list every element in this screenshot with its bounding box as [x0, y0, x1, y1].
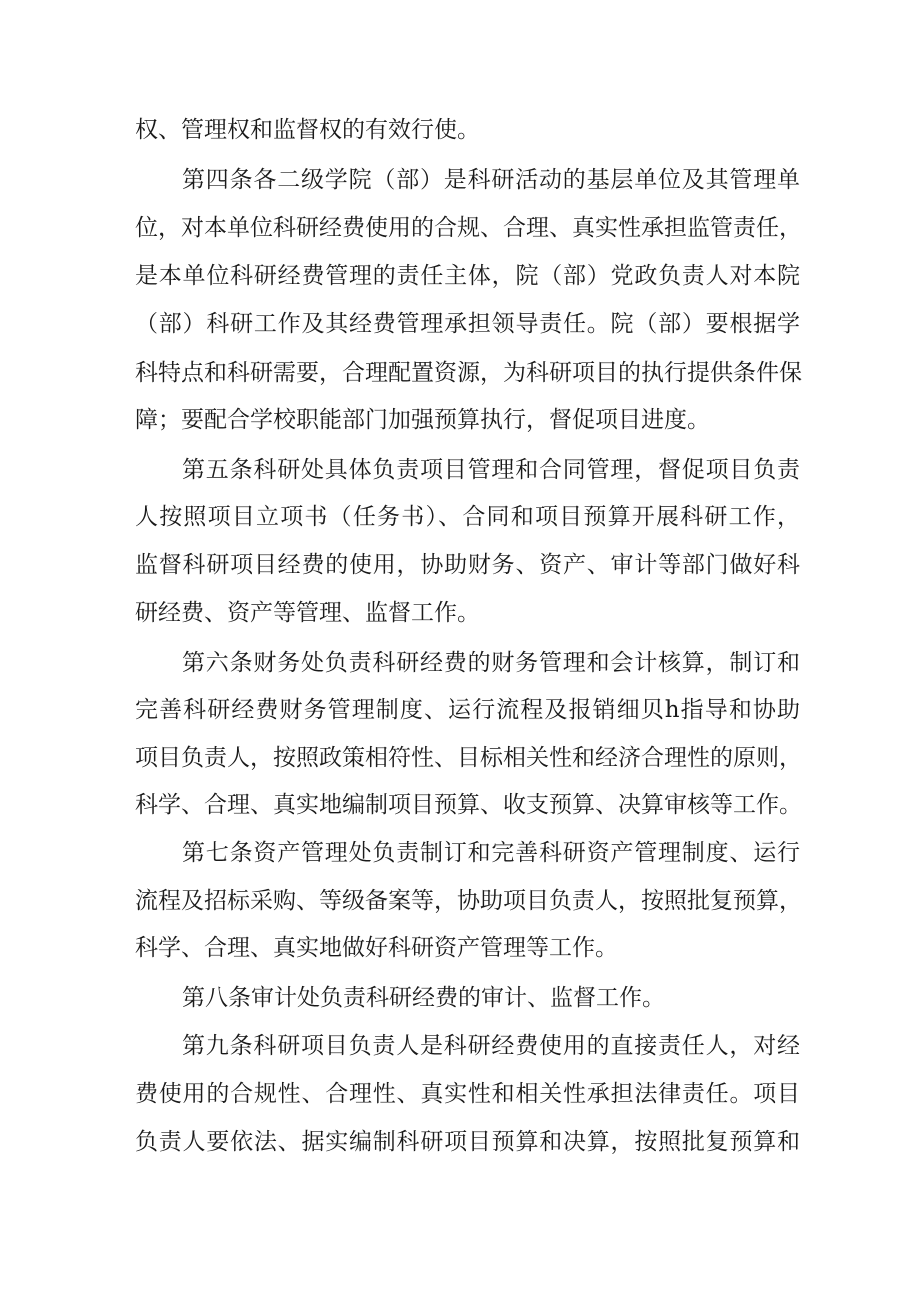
- text-line: 第五条科研处具体负责项目管理和合同管理，督促项目负责: [182, 457, 800, 483]
- text-line: 位，对本单位科研经费使用的合规、合理、真实性承担监管责任，: [135, 215, 802, 241]
- text-line: 费使用的合规性、合理性、真实性和相关性承担法律责任。项目: [135, 1081, 800, 1107]
- text-line: 第七条资产管理处负责制订和完善科研资产管理制度、运行: [182, 840, 800, 866]
- text-line: 完善科研经费财务管理制度、运行流程及报销细贝h指导和协助: [135, 697, 800, 723]
- text-line: （部）科研工作及其经费管理承担领导责任。院（部）要根据学: [135, 311, 800, 337]
- text-line: 第四条各二级学院（部）是科研活动的基层单位及其管理单: [182, 167, 800, 193]
- text-line: 是本单位科研经费管理的责任主体，院（部）党政负责人对本院: [135, 263, 800, 289]
- text-line: 第八条审计处负责科研经费的审计、监督工作。: [182, 985, 665, 1011]
- text-line: 项目负责人，按照政策相符性、目标相关性和经济合理性的原则，: [135, 745, 802, 771]
- text-line: 障；要配合学校职能部门加强预算执行，督促项目进度。: [135, 407, 710, 433]
- text-line: 科学、合理、真实地编制项目预算、收支预算、决算审核等工作。: [135, 792, 802, 818]
- text-line: 负责人要依法、据实编制科研项目预算和决算，按照批复预算和: [135, 1129, 800, 1155]
- text-line: 研经费、资产等管理、监督工作。: [135, 600, 480, 626]
- text-line: 流程及招标采购、等级备案等，协助项目负责人，按照批复预算，: [135, 888, 802, 914]
- text-line: 监督科研项目经费的使用，协助财务、资产、审计等部门做好科: [135, 552, 800, 578]
- text-line: 权、管理权和监督权的有效行使。: [135, 117, 480, 143]
- text-line: 人按照项目立项书（任务书）、合同和项目预算开展科研工作，: [135, 504, 800, 530]
- text-line: 第六条财务处负责科研经费的财务管理和会计核算，制订和: [182, 650, 800, 676]
- text-line: 第九条科研项目负责人是科研经费使用的直接责任人，对经: [182, 1033, 800, 1059]
- text-line: 科学、合理、真实地做好科研资产管理等工作。: [135, 935, 618, 961]
- text-line: 科特点和科研需要，合理配置资源，为科研项目的执行提供条件保: [135, 360, 802, 386]
